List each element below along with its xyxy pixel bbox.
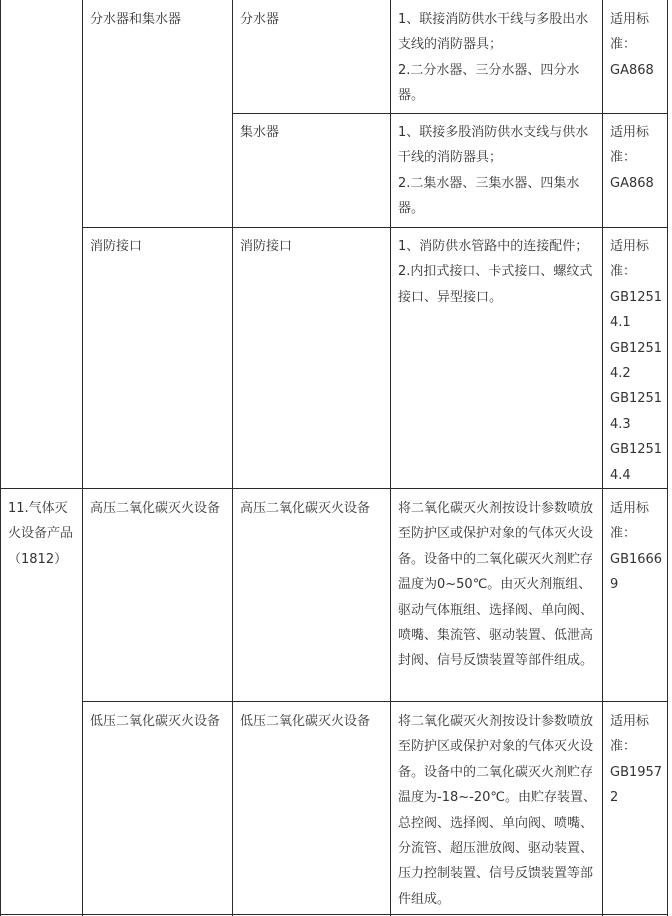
standard-code: GB16669	[610, 551, 663, 593]
standard-cell	[610, 120, 665, 196]
standard-cell	[610, 496, 665, 598]
product-name: 集水器	[240, 125, 280, 140]
row-divider	[0, 488, 668, 489]
standard-code: GB12514.3	[610, 391, 663, 432]
category-label: 分水器和集水器	[90, 12, 182, 27]
product-name: 分水器	[240, 12, 280, 27]
standard-cell	[610, 234, 665, 488]
description-line: 1、联接消防供水干线与多股出水支线的消防器具；	[398, 12, 589, 53]
column-divider-2	[232, 0, 233, 916]
standard-label: 适用标准：	[610, 239, 650, 280]
row-divider	[82, 227, 668, 228]
standard-code: GB12514.1	[610, 289, 663, 331]
standard-cell	[610, 709, 665, 811]
standard-label: 适用标准：	[610, 501, 650, 542]
standard-label: 适用标准：	[610, 12, 650, 53]
category-cell	[90, 496, 228, 521]
description-line: 1、联接多股消防供水支线与供水干线的消防器具；	[398, 125, 589, 166]
description-line: 2.二分水器、三分水器、四分水器。	[398, 62, 580, 104]
row-divider	[232, 113, 668, 114]
category-label: 高压二氧化碳灭火设备	[90, 501, 221, 516]
category-label: 消防接口	[90, 239, 143, 254]
row-divider	[82, 701, 668, 702]
description-cell	[398, 234, 598, 310]
product-name: 低压二氧化碳灭火设备	[240, 714, 371, 729]
category-cell	[90, 7, 228, 32]
description-text: 将二氧化碳灭火剂按设计参数喷放至防护区或保护对象的气体灭火设备。设备中的二氧化碳灭火剂贮存温度为-18~-20℃。由贮存装置、总控阀、选择阀、单向阀、喷嘴、分流管、超压泄放阀、驱动装置、压力控制装置、信号反馈装置等部件组成。	[398, 714, 596, 907]
description-line: 1、消防供水管路中的连接配件；	[398, 239, 589, 254]
category-cell	[90, 709, 228, 734]
product-name: 高压二氧化碳灭火设备	[240, 501, 371, 516]
description-cell	[398, 7, 598, 109]
category-cell	[90, 234, 228, 259]
group-label-cell	[8, 496, 78, 572]
description-cell	[398, 709, 598, 912]
standard-code: GB19572	[610, 764, 663, 806]
description-text: 将二氧化碳灭火剂按设计参数喷放至防护区或保护对象的气体灭火设备。设备中的二氧化碳灭火剂贮存温度为0~50℃。由灭火剂瓶组、驱动气体瓶组、选择阀、单向阀、喷嘴、集流管、驱动装置、低泄高封阀、信号反馈装置等部件组成。	[398, 501, 594, 669]
product-name-cell	[240, 120, 385, 145]
column-divider-1	[82, 0, 83, 916]
description-cell	[398, 496, 598, 674]
standard-label: 适用标准：	[610, 714, 650, 755]
product-name: 消防接口	[240, 239, 293, 254]
standard-code: GB12514.2	[610, 340, 663, 382]
column-divider-4	[602, 0, 603, 916]
standard-code: GA868	[610, 62, 654, 78]
product-name-cell	[240, 496, 388, 521]
product-name-cell	[240, 7, 385, 32]
standard-code: GB12514.4	[610, 442, 663, 483]
standard-cell	[610, 7, 665, 83]
description-line: 2.二集水器、三集水器、四集水器。	[398, 175, 580, 217]
standard-code: GA868	[610, 175, 654, 191]
table-border-left	[0, 0, 1, 916]
standard-label: 适用标准：	[610, 125, 650, 166]
category-label: 低压二氧化碳灭火设备	[90, 714, 221, 729]
product-name-cell	[240, 234, 385, 259]
column-divider-3	[390, 0, 391, 916]
group-label: 11.气体灭火设备产品（1812）	[8, 501, 74, 567]
description-cell	[398, 120, 598, 222]
table-border-right	[667, 0, 668, 916]
product-name-cell	[240, 709, 388, 734]
table-border-bottom	[0, 914, 668, 915]
description-line: 2.内扣式接口、卡式接口、螺纹式接口、异型接口。	[398, 264, 593, 305]
